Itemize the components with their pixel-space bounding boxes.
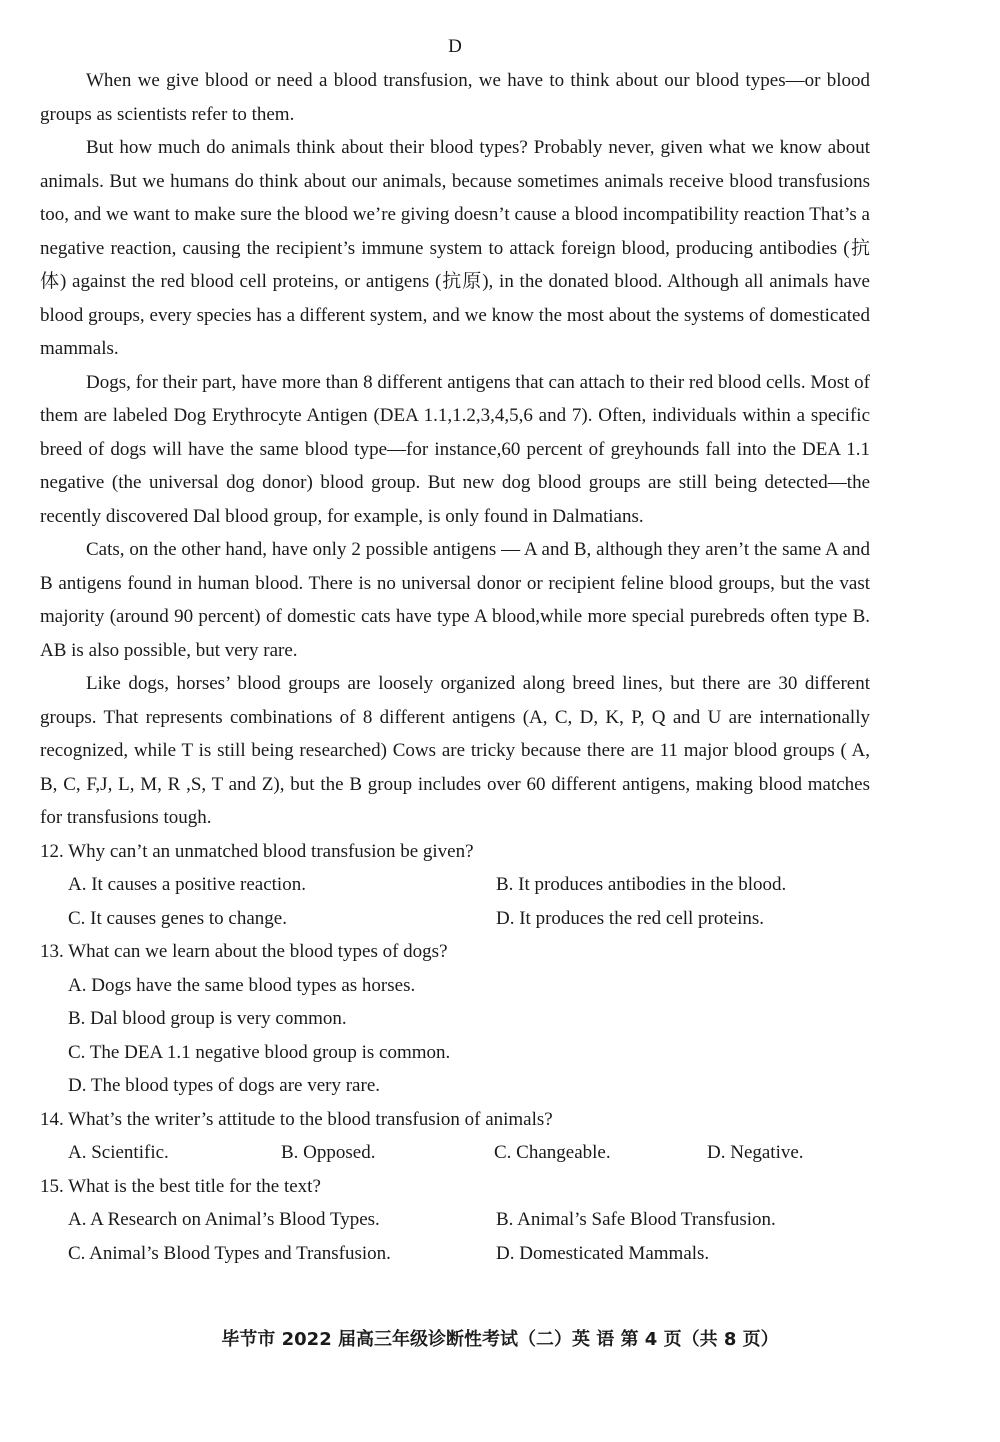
answer-options bbox=[40, 868, 870, 935]
exam-page bbox=[40, 30, 870, 1270]
question-stem: 13. What can we learn about the blood types of dogs? bbox=[40, 941, 448, 962]
option-d: D. The blood types of dogs are very rare. bbox=[68, 1075, 380, 1096]
page-footer: 毕节市 2022 届高三年级诊断性考试（二）英 语 第 4 页（共 8 页） bbox=[221, 1329, 779, 1350]
option-b: B. Opposed. bbox=[281, 1142, 376, 1163]
option-a: A. Dogs have the same blood types as horses. bbox=[68, 974, 416, 996]
option-c: C. Changeable. bbox=[494, 1142, 611, 1163]
passage-paragraph-1: When we give blood or need a blood transfusion, we have to think about our blood types—or blood groups as scientists refer to them. bbox=[40, 70, 870, 125]
question-14 bbox=[40, 1103, 870, 1170]
option-d: D. It produces the red cell proteins. bbox=[496, 907, 765, 929]
answer-options bbox=[40, 1136, 870, 1170]
question-15 bbox=[40, 1170, 870, 1271]
option-d: D. Negative. bbox=[707, 1142, 804, 1163]
question-12 bbox=[40, 835, 870, 936]
passage-paragraph-2: But how much do animals think about their blood types? Probably never, given what we know about animals. But we humans do think about our animals, because sometimes animals receive blood transfusions too, and we want to make sure the blood we’re giving doesn’t cause a blood incompatibility reaction That’s a negative reaction, causing the recipient’s immune system to attack foreign blood, producing antibodies (抗体) against the red blood cell proteins, or antigens (抗原), in the donated blood. Although all animals have blood groups, every species has a different system, and we know the most about the systems of domesticated mammals. bbox=[40, 137, 870, 359]
option-c: C. The DEA 1.1 negative blood group is common. bbox=[68, 1041, 451, 1063]
question-13 bbox=[40, 935, 870, 1103]
answer-options bbox=[40, 969, 870, 1103]
option-b: B. Animal’s Safe Blood Transfusion. bbox=[496, 1209, 776, 1230]
passage-paragraph-4: Cats, on the other hand, have only 2 possible antigens — A and B, although they aren’t the same A and B antigens found in human blood. There is no universal donor or recipient feline blood groups, but the vast majority (around 90 percent) of domestic cats have type A blood,while more special purebreds often type B. AB is also possible, but very rare. bbox=[40, 539, 870, 661]
question-stem: 15. What is the best title for the text? bbox=[40, 1175, 321, 1197]
option-b: B. Dal blood group is very common. bbox=[68, 1008, 347, 1029]
option-a: A. A Research on Animal’s Blood Types. bbox=[68, 1209, 380, 1230]
section-letter: D bbox=[448, 36, 462, 57]
option-a: A. It causes a positive reaction. bbox=[68, 874, 306, 895]
question-stem: 12. Why can’t an unmatched blood transfusion be given? bbox=[40, 840, 474, 862]
option-a: A. Scientific. bbox=[68, 1142, 169, 1163]
passage-paragraph-3: Dogs, for their part, have more than 8 different antigens that can attach to their red blood cells. Most of them are labeled Dog Erythrocyte Antigen (DEA 1.1,1.2,3,4,5,6 and 7). Often, individuals within a specific breed of dogs will have the same blood type—for instance,60 percent of greyhounds fall into the DEA 1.1 negative (the universal dog donor) blood group. But new dog blood groups are still being detected—the recently discovered Dal blood group, for example, is only found in Dalmatians. bbox=[40, 371, 870, 527]
reading-passage bbox=[40, 64, 870, 835]
option-c: C. Animal’s Blood Types and Transfusion. bbox=[68, 1242, 391, 1264]
answer-options bbox=[40, 1203, 870, 1270]
passage-paragraph-5: Like dogs, horses’ blood groups are loosely organized along breed lines, but there are 30 different groups. That represents combinations of 8 different antigens (A, C, D, K, P, Q and U are internationally recognized, while T is still being researched) Cows are tricky because there are 11 major blood groups ( A, B, C, F,J, L, M, R ,S, T and Z), but the B group includes over 60 different antigens, making blood matches for transfusions tough. bbox=[40, 673, 870, 828]
option-c: C. It causes genes to change. bbox=[68, 907, 287, 929]
option-d: D. Domesticated Mammals. bbox=[496, 1242, 710, 1264]
option-b: B. It produces antibodies in the blood. bbox=[496, 874, 787, 895]
question-stem: 14. What’s the writer’s attitude to the blood transfusion of animals? bbox=[40, 1108, 553, 1130]
